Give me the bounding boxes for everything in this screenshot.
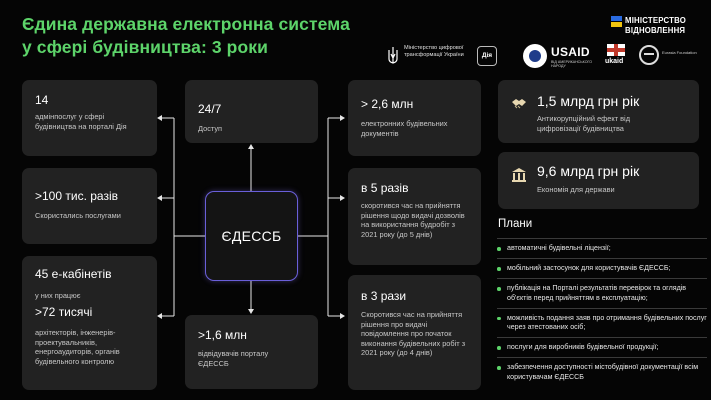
documents-value: > 2,6 млн [361,97,414,111]
plan-item: можливість подання заяв про отримання будівельних послуг через атестованих осіб; [497,308,707,337]
usaid-tagline: ВІД АМЕРИКАНСЬКОГО НАРОДУ [551,60,593,68]
savings-desc: Економія для держави [537,185,615,194]
central-system-label: ЄДЕССБ [221,228,282,244]
permits-value: в 5 разів [361,181,409,195]
specialists-desc: архітекторів, інженерів-проектувальників, енергоаудиторів, органів будівельного контролю [35,328,120,366]
plan-item: публікація на Порталі результатів перевірок та оглядів об'єктів перед прийняттям в експлуатацію; [497,278,707,307]
services-desc: адмінпослуг у сфері будівництва на порталі Дія [35,112,127,131]
notices-value: в 3 рази [361,289,407,303]
specialists-value: >72 тисячі [35,305,93,319]
plan-item: мобільний застосунок для користувачів ЄДЕССБ; [497,258,707,278]
plan-item: послуги для виробників будівельної продукції; [497,337,707,357]
anticorruption-desc: Антикорупційний ефект від цифровізації будівництва [537,114,631,133]
handshake-icon [510,94,528,112]
access-value: 24/7 [198,102,222,116]
cabinets-desc: у них працює [35,291,81,300]
ukaid-label: ukaid [605,58,624,65]
diia-logo: Дія [477,46,497,66]
usaid-logo: USAID [551,45,590,59]
visitors-value: >1,6 млн [198,328,247,342]
cabinets-value: 45 е-кабінетів [35,267,112,281]
documents-desc: електронних будівельних документів [361,119,448,138]
title-line-1: Єдина державна електронна система [22,14,350,34]
ministry-logo-line-2: ВІДНОВЛЕННЯ [625,25,686,35]
card-savings [498,152,699,209]
card-permits [348,168,481,265]
title-line-2: у сфері будівництва: 3 роки [22,37,268,57]
plan-item: автоматичні будівельні ліцензії; [497,238,707,258]
government-building-icon [510,166,528,184]
notices-desc: Скоротився час на прийняття рішення про видачі повідомлення про початок виконання будівельних робіт з 2021 року (до 4 днів) [361,310,466,358]
plan-item: забезпечення доступності містобудівної документації всім користувачам ЄДЕССБ [497,357,707,386]
ministry-logo-line-1: МІНІСТЕРСТВО [625,16,686,25]
card-documents [348,80,481,156]
used-value: >100 тис. разів [35,189,118,203]
services-value: 14 [35,93,49,107]
plans-list [497,238,707,387]
plans-heading: Плани [498,218,533,230]
eurasia-foundation-label: Eurasia Foundation [662,50,697,55]
used-desc: Скористались послугами [35,211,121,220]
anticorruption-value: 1,5 млрд грн рік [537,93,640,109]
card-notices [348,275,481,390]
savings-value: 9,6 млрд грн рік [537,163,640,179]
permits-desc: скоротився час на прийняття рішення щодо видачі дозволів на використання будробіт з 2021 року (до 5 днів) [361,201,465,239]
central-system-node [205,191,298,281]
visitors-desc: відвідувачів порталу ЄДЕССБ [198,349,269,368]
card-used [22,168,157,244]
card-cabinets [22,256,157,390]
card-visitors [185,315,318,389]
access-desc: Доступ [198,124,223,133]
card-anticorruption [498,80,699,143]
card-services [22,80,157,156]
card-access [185,80,318,143]
digital-ministry-logo: Міністерство цифрової трансформації України [404,45,464,58]
